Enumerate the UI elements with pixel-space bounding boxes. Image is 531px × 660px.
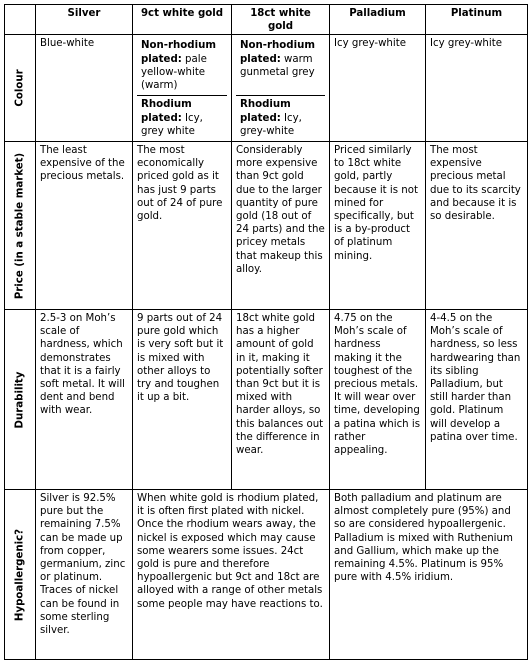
rhodium-label: Rhodium plated: bbox=[141, 99, 192, 124]
cell-durability-palladium: 4.75 on the Moh’s scale of hardness making it the toughest of the precious metals. It will wear over time, developing a patina which is rather appealing. bbox=[330, 310, 426, 490]
row-hypoallergenic bbox=[5, 490, 528, 660]
header-9ct-white-gold: 9ct white gold bbox=[133, 5, 232, 35]
row-durability bbox=[5, 310, 528, 490]
cell-hypoallergenic-white-gold: When white gold is rhodium plated, it is often first plated with nickel. Once the rhodium wears away, the nickel is exposed which may cause some wearers some issues. 24ct gold is pure and therefore hypoallergenic but 9ct and 18ct are alloyed with a range of other metals some people may have reactions to. bbox=[133, 490, 330, 660]
cell-colour-silver: Blue-white bbox=[36, 35, 133, 142]
row-label-durability-text: Durability bbox=[14, 371, 26, 428]
rhodium-label: Rhodium plated: bbox=[240, 99, 291, 124]
row-label-hypoallergenic-text: Hypoallergenic? bbox=[14, 528, 26, 621]
colour-18ct-non-rhodium bbox=[236, 37, 325, 96]
row-label-durability bbox=[5, 310, 36, 490]
cell-durability-18ct: 18ct white gold has a higher amount of gold in it, making it potentially softer than 9ct but it is mixed with harder alloys, so this balances out the difference in wear. bbox=[232, 310, 330, 490]
cell-durability-9ct: 9 parts out of 24 pure gold which is very soft but it is mixed with other alloys to try and toughen it up a bit. bbox=[133, 310, 232, 490]
row-colour bbox=[5, 35, 528, 142]
cell-durability-platinum: 4-4.5 on the Moh’s scale of hardness, so less hardwearing than its sibling Palladium, but still harder than gold. Platinum will develop a patina over time. bbox=[426, 310, 528, 490]
cell-price-platinum: The most expensive precious metal due to its scarcity and because it is so desirable. bbox=[426, 142, 528, 310]
cell-hypoallergenic-silver: Silver is 92.5% pure but the remaining 7.5% can be made up from copper, germanium, zinc or platinum. Traces of nickel can be found in some sterling silver. bbox=[36, 490, 133, 660]
cell-hypoallergenic-palladium-platinum: Both palladium and platinum are almost completely pure (95%) and so are considered hypoallergenic. Palladium is mixed with Ruthenium and Gallium, which make up the remaining 4.5%. Platinum is 95% pure with 4.5% iridium. bbox=[330, 490, 528, 660]
non-rhodium-text: warm gunmetal grey bbox=[240, 53, 315, 78]
cell-colour-platinum: Icy grey-white bbox=[426, 35, 528, 142]
cell-colour-9ct bbox=[133, 35, 232, 142]
row-label-hypoallergenic bbox=[5, 490, 36, 660]
non-rhodium-label: Non-rhodium plated: bbox=[141, 40, 216, 65]
rhodium-text: Icy, grey white bbox=[141, 112, 203, 137]
cell-price-palladium: Priced similarly to 18ct white gold, partly because it is not mined for specifically, but is a by-product of platinum mining. bbox=[330, 142, 426, 310]
cell-colour-palladium: Icy grey-white bbox=[330, 35, 426, 142]
header-silver: Silver bbox=[36, 5, 133, 35]
row-label-colour bbox=[5, 35, 36, 142]
row-price bbox=[5, 142, 528, 310]
row-label-colour-text: Colour bbox=[14, 69, 26, 107]
row-label-price bbox=[5, 142, 36, 310]
comparison-table bbox=[4, 4, 528, 660]
non-rhodium-text: pale yellow-white (warm) bbox=[141, 53, 207, 92]
colour-9ct-non-rhodium bbox=[137, 37, 227, 96]
cell-price-silver: The least expensive of the precious metals. bbox=[36, 142, 133, 310]
cell-durability-silver: 2.5-3 on Moh’s scale of hardness, which demonstrates that it is a fairly soft metal. It will dent and bend with wear. bbox=[36, 310, 133, 490]
header-corner bbox=[5, 5, 36, 35]
rhodium-text: Icy, grey-white bbox=[240, 112, 302, 137]
colour-9ct-rhodium bbox=[137, 96, 227, 140]
header-row bbox=[5, 5, 528, 35]
non-rhodium-label: Non-rhodium plated: bbox=[240, 40, 315, 65]
colour-18ct-rhodium bbox=[236, 96, 325, 140]
row-label-price-text: Price (in a stable market) bbox=[14, 152, 26, 299]
cell-price-18ct: Considerably more expensive than 9ct gold due to the larger quantity of pure gold (18 out of 24 parts) and the pricey metals that makeup this alloy. bbox=[232, 142, 330, 310]
header-18ct-white-gold: 18ct white gold bbox=[232, 5, 330, 35]
cell-colour-18ct bbox=[232, 35, 330, 142]
cell-price-9ct: The most economically priced gold as it has just 9 parts out of 24 of pure gold. bbox=[133, 142, 232, 310]
header-palladium: Palladium bbox=[330, 5, 426, 35]
header-platinum: Platinum bbox=[426, 5, 528, 35]
